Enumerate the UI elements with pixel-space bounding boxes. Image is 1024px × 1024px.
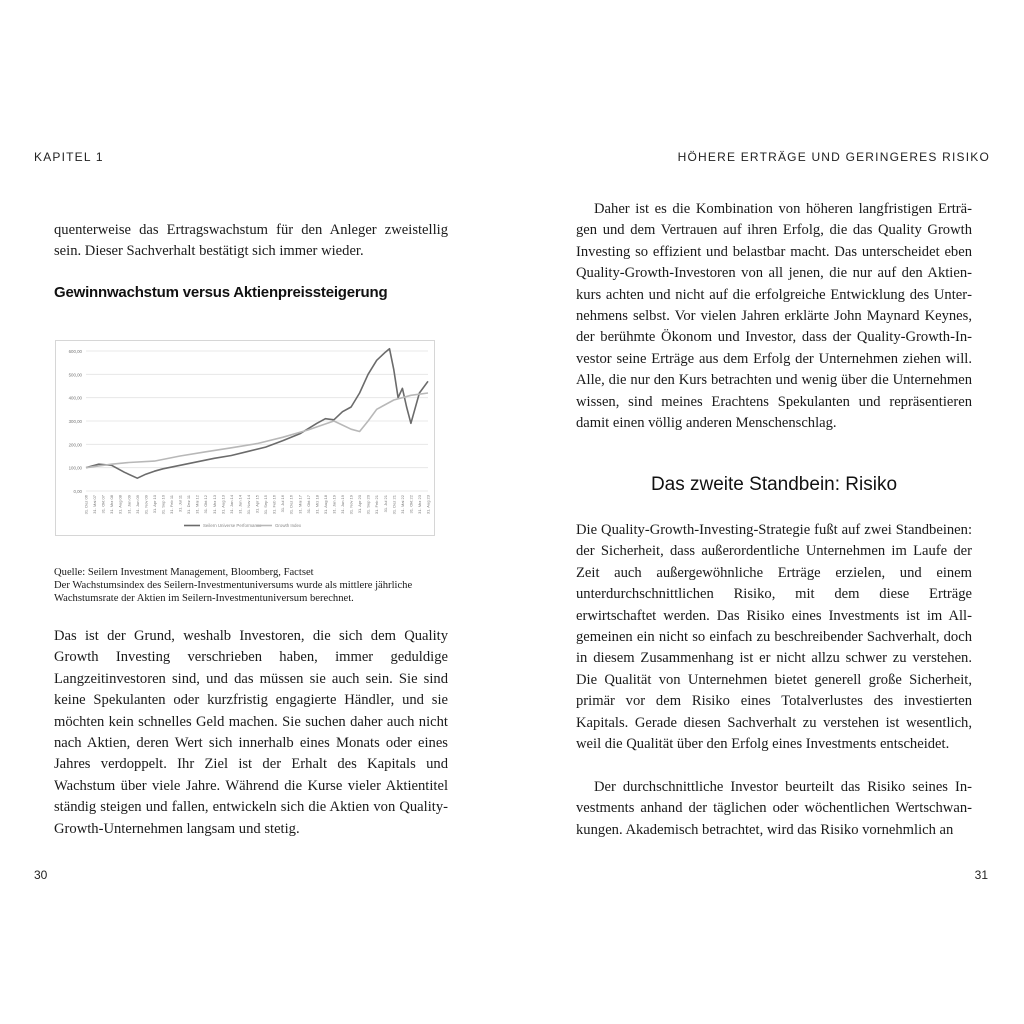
- y-tick-label: 400,00: [68, 395, 82, 401]
- x-tick-label: 31. Feb 11: [169, 495, 174, 514]
- x-tick-label: 31. Okt 07: [100, 495, 106, 514]
- body-paragraph: Die Quality-Growth-Investing-Strategie fußt auf zwei Standbeinen: der Sicherheit, dass außerordentliche Unternehmen im Laufe der Zeit auch außergewöhnliche Erträge erzielen, und einem unterdurchschnittlichen Risiko, mit dem diese Erträge erwirtschaftet werden. Das Risiko eines Investments ist im Allgemeinen ein nicht so einfach zu beschreibender Sachverhalt, doch in diesem Zusammenhang ist er nicht allzu schwer zu verstehen. Die Qualität von Unternehmen bietet generell große Sicherheit, primär vor dem Risiko eines Totalverlustes des investierten Kapitals. Gerade diesen Sachverhalt zu verstehen ist wesentlich, weil die Qualität über den Erfolg eines Investments entscheidet.: [576, 522, 972, 753]
- x-tick-label: 31. Apr 10: [151, 495, 157, 514]
- body-paragraph: Der durchschnittliche Investor beurteilt das Risiko seines Investments anhand der täglichen oder wöchentlichen Wertschwankungen. Akademisch betrachtet, wird das Risiko vornehmlich an: [576, 779, 972, 838]
- x-tick-label: 31. Dez 11: [186, 495, 192, 515]
- legend-label: Growth Index: [275, 523, 302, 528]
- series-line: [86, 393, 428, 468]
- page-number: 31: [974, 868, 988, 882]
- x-tick-label: 31. Sep 10: [160, 495, 166, 515]
- x-tick-label: 31. Mai 17: [297, 495, 303, 514]
- x-tick-label: 31. Jun 09: [134, 495, 140, 514]
- x-tick-label: 31. Feb 16: [271, 495, 277, 515]
- x-tick-label: 31. Jul 21: [382, 495, 388, 513]
- x-tick-label: 31. Nov 09: [143, 495, 149, 515]
- x-tick-label: 31. Jun 14: [237, 495, 243, 514]
- x-tick-label: 31. Feb 21: [374, 495, 380, 515]
- y-tick-label: 600,00: [68, 349, 82, 354]
- caption-source: Quelle: Seilern Investment Management, Bloomberg, Factset: [54, 567, 314, 578]
- y-tick-label: 0,00: [73, 489, 82, 494]
- x-tick-label: 31. Dez 06: [83, 495, 89, 515]
- x-tick-label: 31. Okt 12: [203, 495, 209, 514]
- legend-label: Seilern Universe Performance: [203, 523, 262, 528]
- x-tick-label: 31. Aug 23: [425, 495, 431, 515]
- x-tick-label: 31. Apr 20: [357, 495, 363, 514]
- x-tick-label: 31. Sep 15: [263, 495, 269, 515]
- chart-heading: Gewinnwachstum versus Aktienpreissteigerung: [54, 284, 388, 301]
- y-tick-label: 500,00: [68, 372, 82, 378]
- running-head: HÖHERE ERTRÄGE UND GERINGERES RISIKO: [677, 150, 990, 164]
- x-tick-label: 31. Apr 15: [254, 495, 260, 514]
- x-tick-label: 31. Aug 08: [117, 495, 123, 515]
- x-tick-label: 31. Sep 20: [365, 495, 371, 515]
- x-tick-label: 31. Mrz 08: [109, 495, 115, 514]
- body-paragraph: Daher ist es die Kombination von höheren langfristigen Erträgen und dem Vertrauen auf ihren Erfolg, die das Quality Growth Investing so effizient und belastbar macht. Das unterscheidet eben Quality-Growth-Investoren von all jenen, die nur auf den Aktienkurs achten und nicht auf die erfolgreiche Entwicklung des Unternehmens selbst. Vor vielen Jahren erklärte John Maynard Keynes, der berühmte Ökonom und Investor, dass der Quality-Growth-Investor seine Erträge aus dem Erfolg der Unternehmen ziehen will. Alle, die nur den Kurs betrachten und wenig über die Unternehmen wissen, sind meines Erachtens Spekulanten und repräsentieren damit einen völlig anderen Menschenschlag.: [576, 201, 972, 432]
- x-tick-label: 31. Aug 18: [322, 495, 328, 515]
- x-tick-label: 31. Jan 14: [228, 495, 234, 514]
- x-tick-label: 31. Nov 19: [348, 495, 354, 515]
- line-chart: [56, 341, 434, 535]
- page-number: 30: [34, 868, 48, 882]
- x-tick-label: 31. Okt 17: [305, 495, 311, 514]
- x-tick-label: 31. Jun 19: [340, 495, 345, 514]
- y-tick-label: 200,00: [68, 442, 82, 448]
- body-paragraph: quenterweise das Ertragswachstum für den Anleger zweistellig sein. Dieser Sachverhalt bestätigt sich immer wieder.: [54, 222, 448, 260]
- x-tick-label: 31. Mai 22: [399, 495, 405, 514]
- x-tick-label: 31. Nov 14: [245, 495, 251, 515]
- series-line: [86, 349, 428, 479]
- body-paragraph: Das ist der Grund, weshalb Investoren, die sich dem Quality Growth Investing verschrieben haben, immer geduldige Langzeitinvestoren sind, und das müssen sie auch sein. Sie sind keine Spekulanten oder kurzfristig engagierte Händler, und sie möchten kein schnelles Geld machen. Sie suchen daher auch nicht nach Aktien, deren Wert sich innerhalb eines Monats oder eines Jahres verdoppelt. Ihr Ziel ist der Erhalt des Kapitals und Wachstum über viele Jahre. Während die Kurse vieler Aktientitel ständig steigen und fallen, entwickeln sich die Aktien von Quality-Growth-Unternehmen langsam und stetig.: [54, 628, 448, 837]
- chart-caption: [54, 566, 448, 605]
- x-tick-label: 31. Jul 11: [177, 495, 183, 513]
- chart-frame: [55, 340, 435, 536]
- caption-line: Der Wachstumsindex des Seilern-Investmentuniversums wurde als mittlere jährliche: [54, 580, 413, 591]
- x-tick-label: 31. Dez 21: [391, 495, 397, 515]
- x-tick-label: 31. Mai 12: [194, 495, 200, 514]
- section-heading: Das zweite Standbein: Risiko: [650, 474, 898, 495]
- x-tick-label: 31. Mrz 23: [416, 495, 422, 514]
- x-tick-label: 31. Mai 07: [92, 495, 98, 514]
- x-tick-label: 31. Jan 19: [331, 495, 337, 514]
- y-tick-label: 100,00: [68, 465, 82, 471]
- x-tick-label: 31. Dez 16: [288, 495, 294, 515]
- y-tick-label: 300,00: [68, 419, 82, 424]
- x-tick-label: 31. Jul 16: [280, 495, 286, 513]
- running-head: KAPITEL 1: [34, 150, 104, 164]
- caption-line: Wachstumsrate der Aktien im Seilern-Investmentuniversum berechnet.: [54, 593, 354, 604]
- x-tick-label: 31. Okt 22: [408, 495, 414, 514]
- x-tick-label: 31. Mrz 13: [211, 495, 217, 514]
- x-tick-label: 31. Jan 09: [126, 495, 132, 514]
- x-tick-label: 31. Aug 13: [220, 495, 226, 515]
- x-tick-label: 31. Mrz 18: [314, 495, 320, 514]
